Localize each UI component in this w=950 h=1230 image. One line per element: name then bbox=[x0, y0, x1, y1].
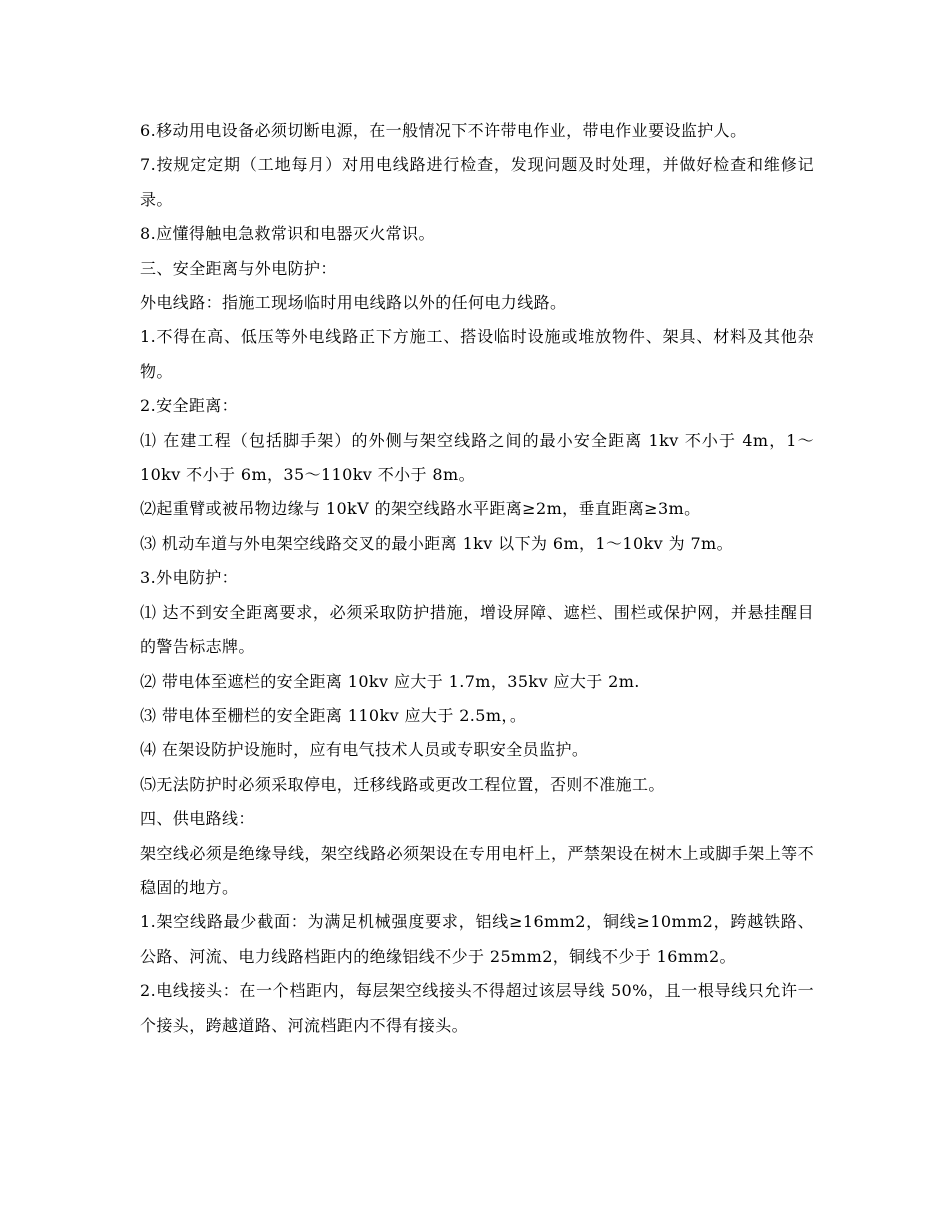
subheading-3-3: 3.外电防护： bbox=[140, 568, 239, 588]
section-heading-4: 四、供电路线： bbox=[140, 809, 255, 829]
sub-item-3-3-1: ⑴ 达不到安全距离要求，必须采取防护措施，增设屏障、遮栏、围栏或保护网，并悬挂醒目的警告标志牌。 bbox=[140, 602, 814, 657]
sub-item-3-2-3: ⑶ 机动车道与外电架空线路交叉的最小距离 1kv 以下为 6m，1～10kv 为 7m。 bbox=[140, 533, 734, 553]
paragraph-item-7: 7.按规定定期（工地每月）对用电线路进行检查，发现问题及时处理，并做好检查和维修记录。 bbox=[140, 155, 814, 209]
subheading-3-2: 2.安全距离： bbox=[140, 396, 239, 416]
overhead-line-paragraph: 架空线必须是绝缘导线，架空线路必须架设在专用电杆上，严禁架设在树木上或脚手架上等不稳固的地方。 bbox=[140, 843, 814, 897]
paragraph-item-3-1: 1.不得在高、低压等外电线路正下方施工、搭设临时设施或堆放物件、架具、材料及其他杂物。 bbox=[140, 327, 814, 381]
paragraph-item-4-1: 1.架空线路最少截面：为满足机械强度要求，铝线≥16mm2，铜线≥10mm2，跨越铁路、公路、河流、电力线路档距内的绝缘铝线不少于 25mm2，铜线不少于 16mm2。 bbox=[140, 912, 814, 966]
sub-item-3-2-1: ⑴ 在建工程（包括脚手架）的外侧与架空线路之间的最小安全距离 1kv 不小于 4m，1～10kv 不小于 6m，35～110kv 不小于 8m。 bbox=[140, 430, 814, 485]
paragraph-item-8: 8.应懂得触电急救常识和电器灭火常识。 bbox=[140, 224, 435, 244]
definition-paragraph: 外电线路：指施工现场临时用电线路以外的任何电力线路。 bbox=[140, 293, 567, 313]
sub-item-3-3-5: ⑸无法防护时必须采取停电，迁移线路或更改工程位置，否则不准施工。 bbox=[140, 774, 665, 794]
paragraph-item-4-2: 2.电线接头：在一个档距内，每层架空线接头不得超过该层导线 50%，且一根导线只允许一个接头，跨越道路、河流档距内不得有接头。 bbox=[140, 981, 814, 1035]
paragraph-item-6: 6.移动用电设备必须切断电源，在一般情况下不许带电作业，带电作业要设监护人。 bbox=[140, 121, 747, 140]
section-heading-3: 三、安全距离与外电防护： bbox=[140, 258, 337, 278]
document-page bbox=[140, 114, 814, 1043]
sub-item-3-3-2: ⑵ 带电体至遮栏的安全距离 10kv 应大于 1.7m，35kv 应大于 2m. bbox=[140, 671, 640, 691]
sub-item-3-3-4: ⑷ 在架设防护设施时，应有电气技术人员或专职安全员监护。 bbox=[140, 740, 589, 760]
sub-item-3-3-3: ⑶ 带电体至栅栏的安全距离 110kv 应大于 2.5m，。 bbox=[140, 705, 527, 725]
sub-item-3-2-2: ⑵起重臂或被吊物边缘与 10kV 的架空线路水平距离≥2m，垂直距离≥3m。 bbox=[140, 499, 701, 519]
